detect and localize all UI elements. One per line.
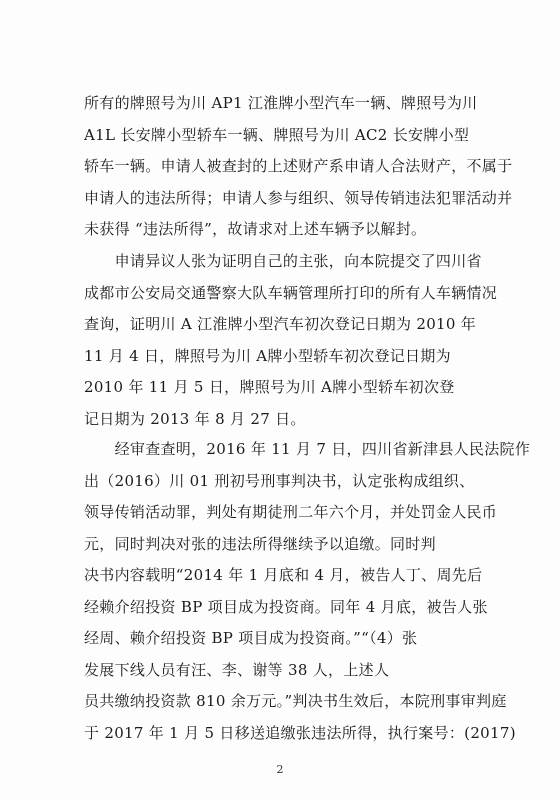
text-segment: 决书内容载明“2014 年 1 月底和 4 月，被告人丁: [84, 566, 422, 584]
text-segment: 所有的牌照号为川 AP1: [84, 94, 243, 112]
text-segment: 轿车一辆。申请人被查封的上述财产系申请人合法财产，不属于: [84, 157, 513, 175]
text-segment: A1L: [84, 125, 116, 144]
text-segment: 员共缴纳投资款 810 余万元。”判决书生效后，本院刑事审判庭: [84, 692, 507, 710]
text-segment: 号刑事判决书，认定张: [245, 471, 399, 490]
text-segment: 等 38 人，上述人: [267, 660, 390, 679]
text-line: [84, 88, 484, 120]
text-segment: 违法所得，执行案号：(2017): [311, 723, 516, 742]
paragraph-vehicles: [84, 88, 513, 246]
text-line: [84, 278, 498, 310]
text-segment: 成都市公安局交通警察大队车辆管理所打印的所有人车辆情况: [84, 283, 498, 302]
text-segment: 介绍投资 BP 项目成为投资商。同年 4 月底，被告人张: [114, 597, 488, 616]
text-segment: 先后: [451, 566, 483, 584]
text-segment: 、赖: [114, 629, 146, 647]
text-segment: 元，同时判决对张: [84, 534, 207, 553]
text-line: [84, 466, 484, 498]
text-segment: 、周: [421, 566, 452, 584]
text-segment: 长安牌小型轿车一辆、牌照号为川 AC2: [115, 125, 388, 144]
text-segment: 江淮牌小型汽车初次登记日期为 2010 年: [192, 315, 477, 333]
paragraph-findings: [84, 434, 531, 749]
text-segment: 长安牌小型: [387, 125, 470, 144]
text-line: [84, 623, 484, 655]
text-line: [84, 309, 484, 341]
text-segment: 发展下线人员有汪: [84, 660, 207, 679]
text-line: [84, 183, 513, 215]
text-segment: 、李: [206, 660, 238, 679]
text-line: [84, 497, 498, 529]
text-segment: 申请异议人张: [84, 252, 207, 270]
text-segment: 出（2016）川 01: [84, 471, 210, 490]
text-line: [84, 120, 484, 152]
text-line: [84, 592, 488, 624]
text-segment: 江淮牌小型汽车一辆、牌照号为川: [242, 94, 478, 112]
text-segment: 经周: [84, 629, 115, 647]
text-segment: 于 2017 年 1 月 5 日移送追缴张: [84, 723, 312, 742]
text-segment: 牌小型轿车初次登: [332, 378, 455, 396]
text-segment: 构成组织、: [398, 471, 475, 490]
text-line: [84, 686, 507, 718]
text-line: [84, 434, 531, 466]
text-segment: 、谢: [237, 660, 268, 679]
text-line: [84, 404, 484, 436]
text-segment: 11 月 4 日，牌照号为川 A: [84, 346, 268, 365]
text-line: [84, 246, 484, 278]
text-line: [84, 560, 484, 592]
text-segment: 查询，证明川 A: [84, 315, 193, 333]
text-line: [84, 718, 516, 750]
text-line: [84, 655, 484, 687]
text-line: [84, 214, 484, 246]
text-line: [84, 529, 484, 561]
text-segment: 经审查查明，2016 年 11 月 7 日，四川省新津县人民法院作: [84, 440, 531, 458]
text-segment: 申请人的违法所得；申请人参与组织、领导传销违法犯罪活动并: [84, 188, 513, 207]
paragraph-evidence: [84, 246, 498, 435]
text-segment: 介绍投资 BP 项目成为投资商。”“（4）张: [145, 629, 418, 647]
text-segment: 牌小型轿车初次登记日期为: [267, 346, 451, 365]
text-segment: 经赖: [84, 597, 115, 616]
text-segment: 领导传销活动罪，判处有期徒刑二年六个月，并处罚金人民币: [84, 503, 498, 521]
text-segment: 未获得 “违法所得”，故请求对上述车辆予以解封。: [84, 220, 427, 238]
text-line: [84, 372, 484, 404]
text-segment: 为证明自己的主张，向本院提交了四川省: [206, 252, 482, 270]
page-number: 2: [276, 763, 284, 776]
text-segment: 2010 年 11 月 5 日，牌照号为川 A: [84, 378, 333, 396]
text-segment: 的违法所得继续予以追缴。同时判: [206, 534, 436, 553]
text-line: [84, 151, 513, 183]
text-segment: 记日期为 2013 年 8 月 27 日。: [84, 409, 306, 428]
text-segment: 刑初: [209, 471, 246, 490]
text-line: [84, 341, 484, 373]
